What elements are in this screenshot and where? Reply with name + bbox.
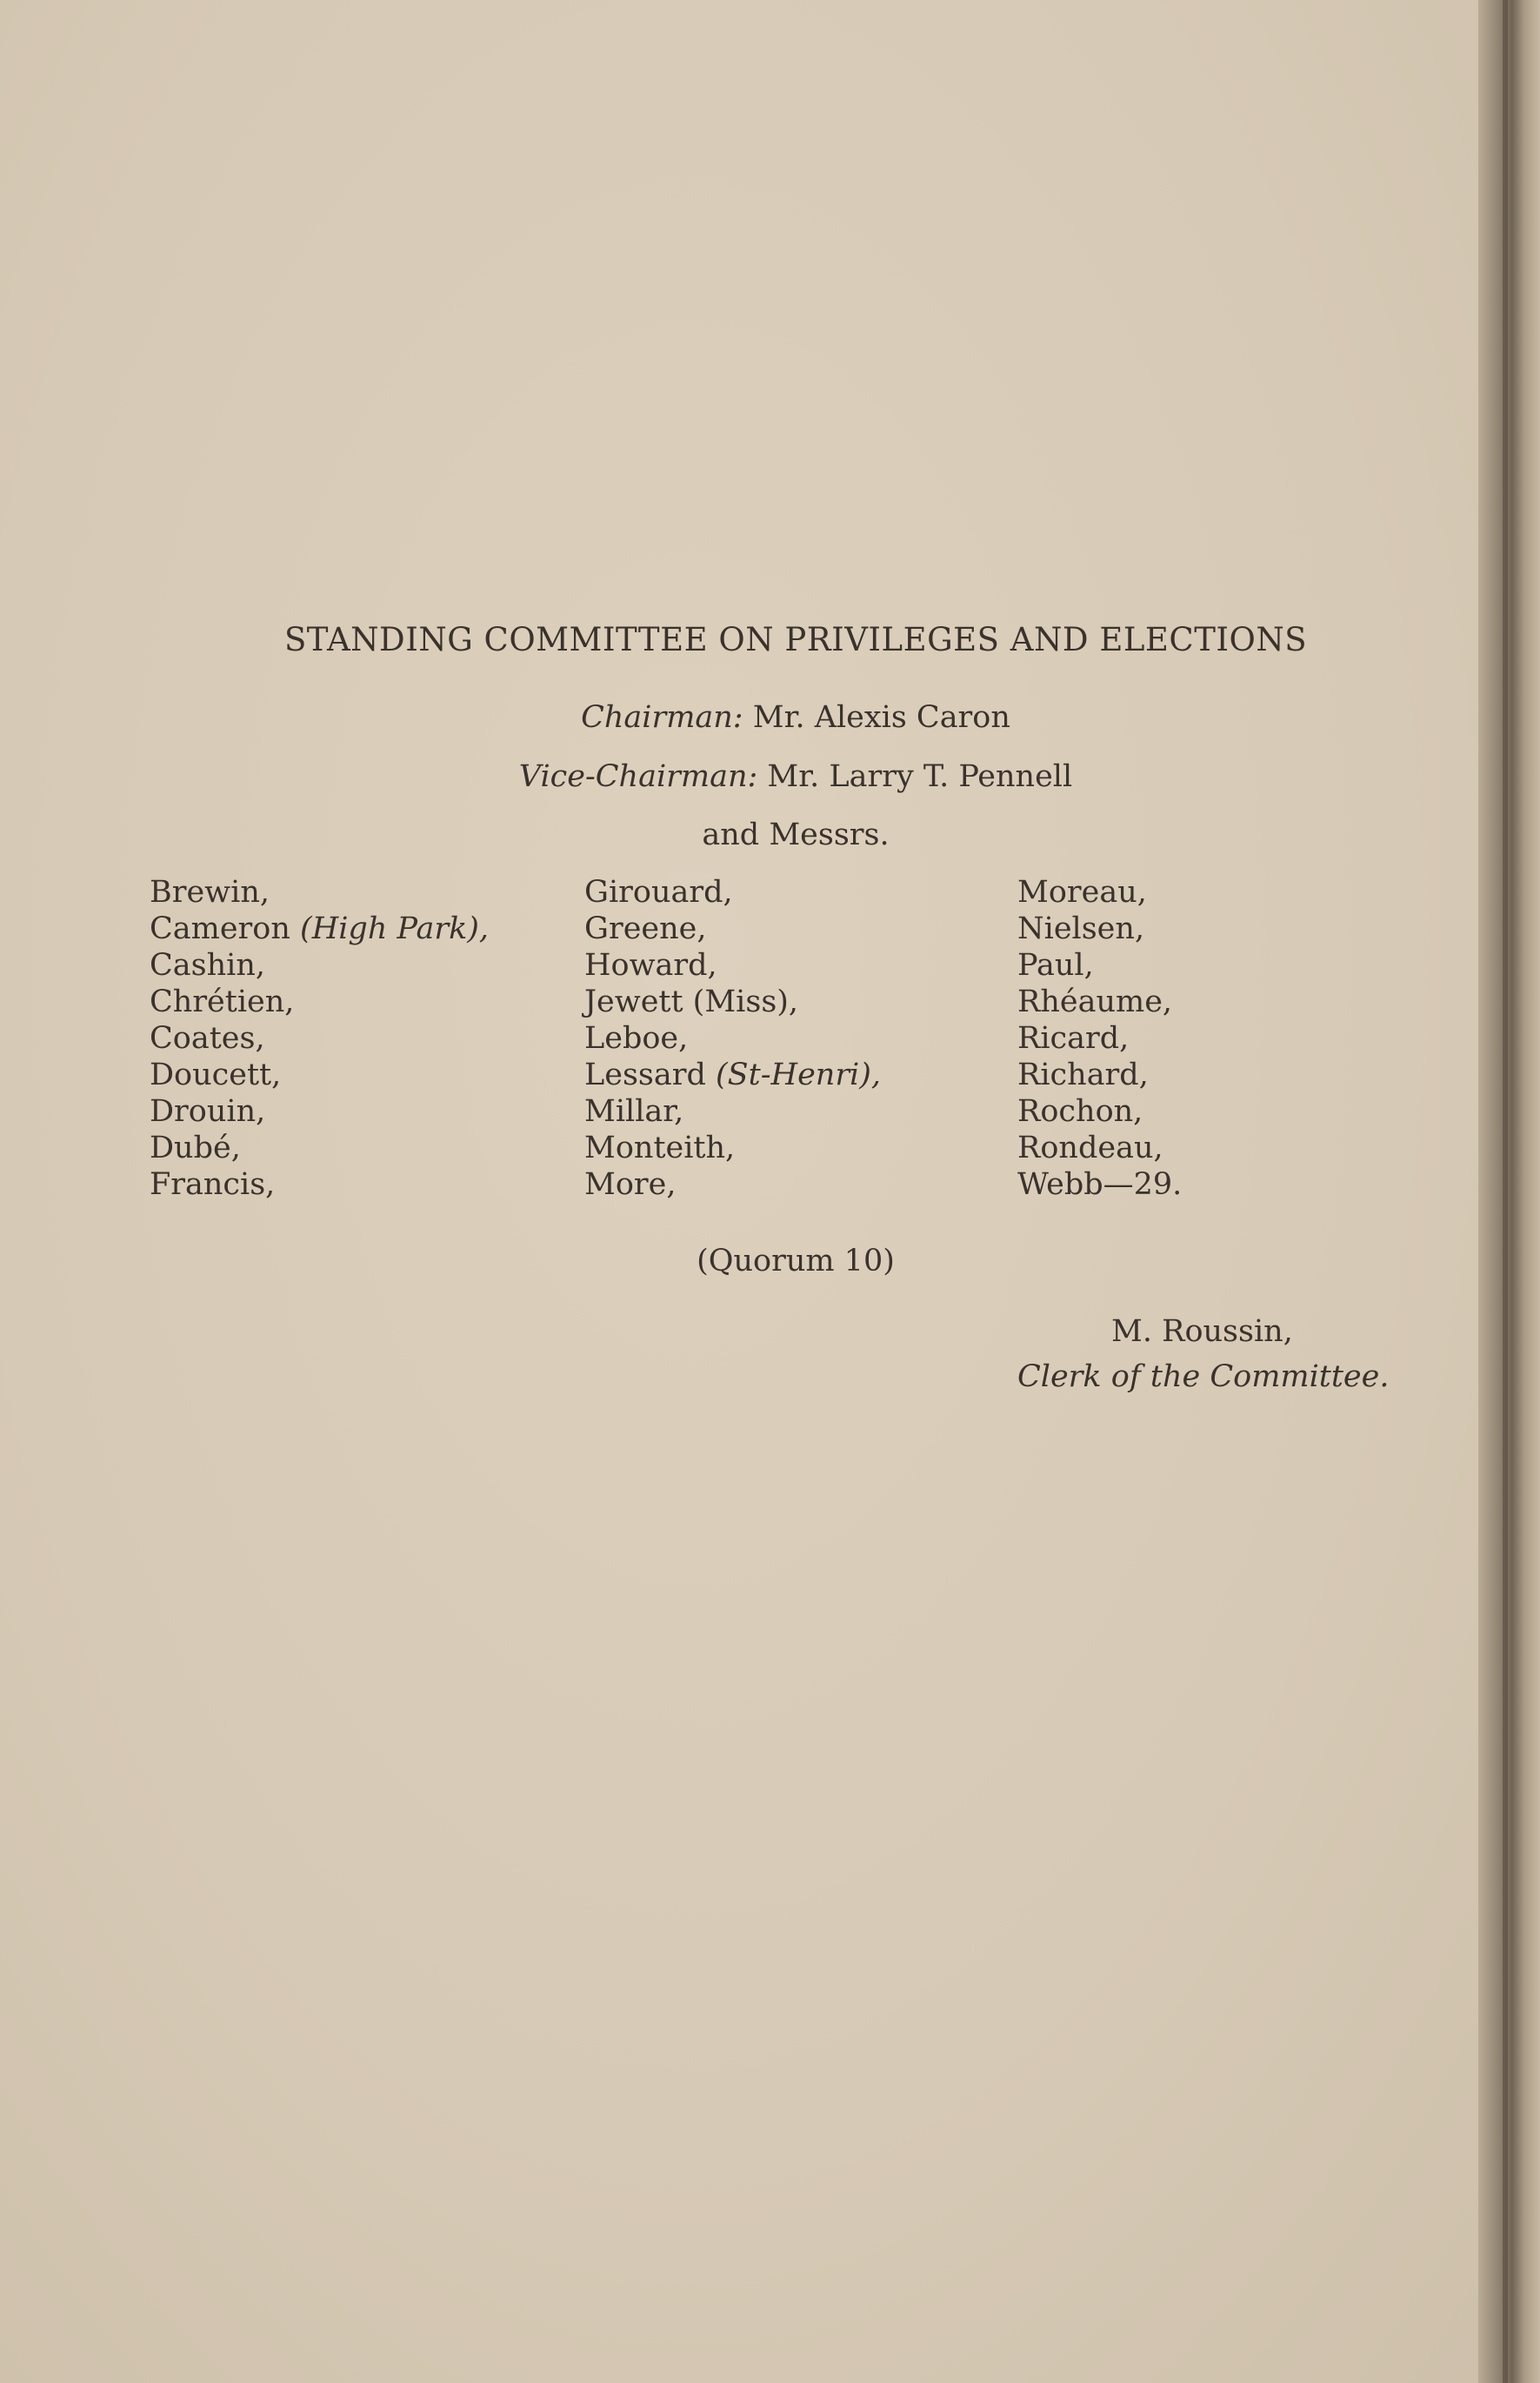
member-name: Rondeau, (1017, 1131, 1163, 1165)
vice-chairman-role: Vice-Chairman: (518, 759, 758, 794)
member-name: Greene, (584, 911, 707, 946)
vice-chairman-name: Mr. Larry T. Pennell (767, 759, 1073, 794)
members-column-2 (584, 874, 881, 1203)
member-name: Drouin, (150, 1094, 266, 1129)
committee-title: STANDING COMMITTEE ON PRIVILEGES AND ELECTIONS (283, 621, 1308, 658)
member-name: Jewett (Miss), (584, 985, 799, 1019)
member-name: Howard, (584, 948, 717, 983)
book-spine-edge (1503, 0, 1508, 2383)
clerk-signature-block (1017, 1309, 1389, 1399)
member-name (150, 911, 489, 947)
member-name: Nielsen, (1017, 911, 1145, 946)
member-name: Moreau, (1017, 875, 1147, 910)
member-name: Richard, (1017, 1058, 1149, 1092)
member-surname: Cameron (150, 911, 290, 946)
quorum-note: (Quorum 10) (697, 1244, 895, 1278)
vice-chairman-line (0, 759, 1540, 794)
member-name: Doucett, (150, 1058, 282, 1092)
members-column-3 (1017, 874, 1182, 1203)
clerk-title: Clerk of the Committee. (1017, 1359, 1390, 1394)
member-name (584, 1057, 881, 1093)
member-name: Monteith, (584, 1131, 736, 1165)
member-name: Millar, (584, 1094, 684, 1129)
member-name: More, (584, 1167, 677, 1202)
member-name: Rhéaume, (1017, 985, 1173, 1019)
member-name: Rochon, (1017, 1094, 1143, 1129)
member-name: Coates, (150, 1021, 265, 1056)
member-name: Brewin, (150, 875, 270, 910)
clerk-name: M. Roussin, (1111, 1314, 1293, 1349)
member-name: Webb—29. (1017, 1167, 1183, 1202)
member-riding: (High Park), (300, 911, 490, 946)
member-name: Girouard, (584, 875, 733, 910)
member-name: Dubé, (150, 1131, 241, 1165)
chairman-role: Chairman: (581, 700, 743, 735)
member-name: Paul, (1017, 948, 1094, 983)
members-column-1 (150, 874, 489, 1203)
member-name: Chrétien, (150, 985, 295, 1019)
chairman-name: Mr. Alexis Caron (752, 700, 1010, 735)
book-spine-shadow (1478, 0, 1540, 2383)
member-surname: Lessard (584, 1058, 706, 1092)
member-name: Francis, (150, 1167, 276, 1202)
member-riding: (St-Henri), (716, 1058, 882, 1092)
member-name: Cashin, (150, 948, 266, 983)
member-name: Leboe, (584, 1021, 689, 1056)
chairman-line (0, 700, 1540, 735)
and-messrs: and Messrs. (702, 818, 890, 852)
member-name: Ricard, (1017, 1021, 1130, 1056)
